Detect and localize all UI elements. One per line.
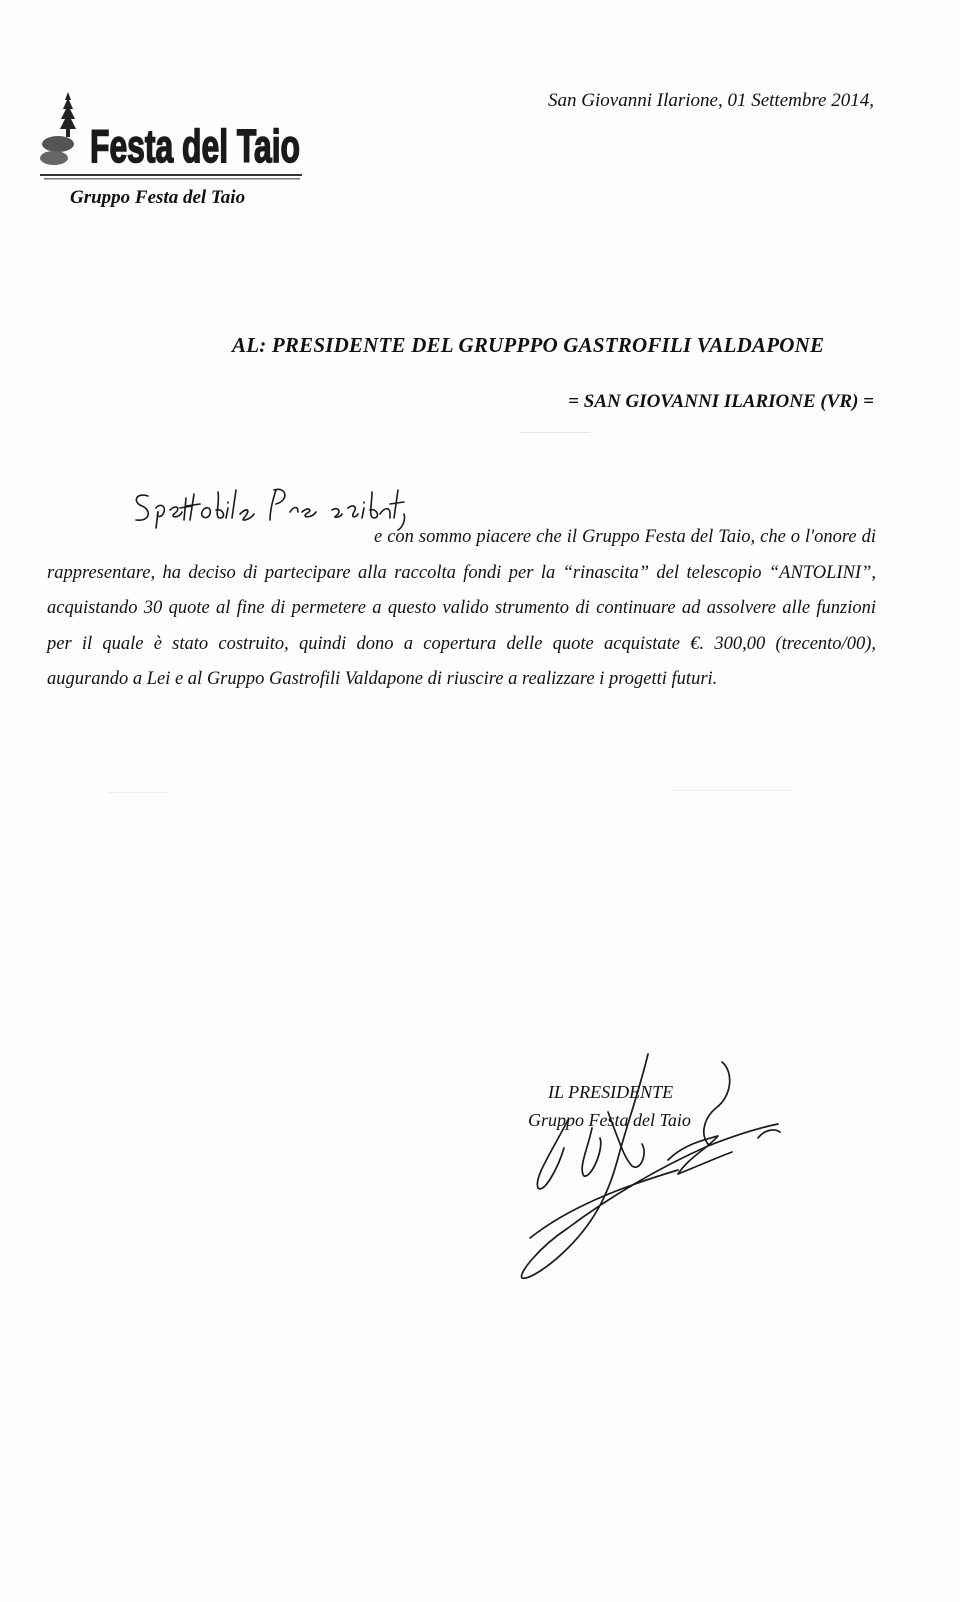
scan-mark: [520, 432, 590, 433]
body-paragraph: e con sommo piacere che il Gruppo Festa del Taio, che o l'onore di rappresentare, ha deciso di partecipare alla raccolta fondi per la “rinascita” del telescopio “ANTOLINI”, acquistando 30 quote al fine di permetere a questo valido strumento di continuare ad assolvere alle funzioni per il quale è stato costruito, quindi dono a copertura delle quote acquistate €. 300,00 (trecento/00), augurando a Lei e al Gruppo Gastrofili Valdapone di riuscire a realizzare i progetti futuri.: [47, 527, 876, 689]
organization-name: Gruppo Festa del Taio: [70, 187, 246, 208]
signature-organization: Gruppo Festa del Taio: [528, 1110, 691, 1130]
scan-mark: [672, 790, 792, 791]
recipient-line-2: = SAN GIOVANNI ILARIONE (VR) =: [568, 391, 874, 412]
scan-mark: [108, 792, 168, 793]
recipient-line-1: AL: PRESIDENTE DEL GRUPPPO GASTROFILI VALDAPONE: [232, 333, 825, 357]
logo-lettering: Festa del Taio: [90, 120, 300, 172]
letter-body: [47, 520, 876, 698]
date-line: San Giovanni Ilarione, 01 Settembre 2014,: [548, 90, 874, 111]
festa-del-taio-logo: [38, 88, 306, 188]
signature-title: IL PRESIDENTE: [548, 1082, 674, 1102]
logo-graphic: [38, 88, 306, 188]
